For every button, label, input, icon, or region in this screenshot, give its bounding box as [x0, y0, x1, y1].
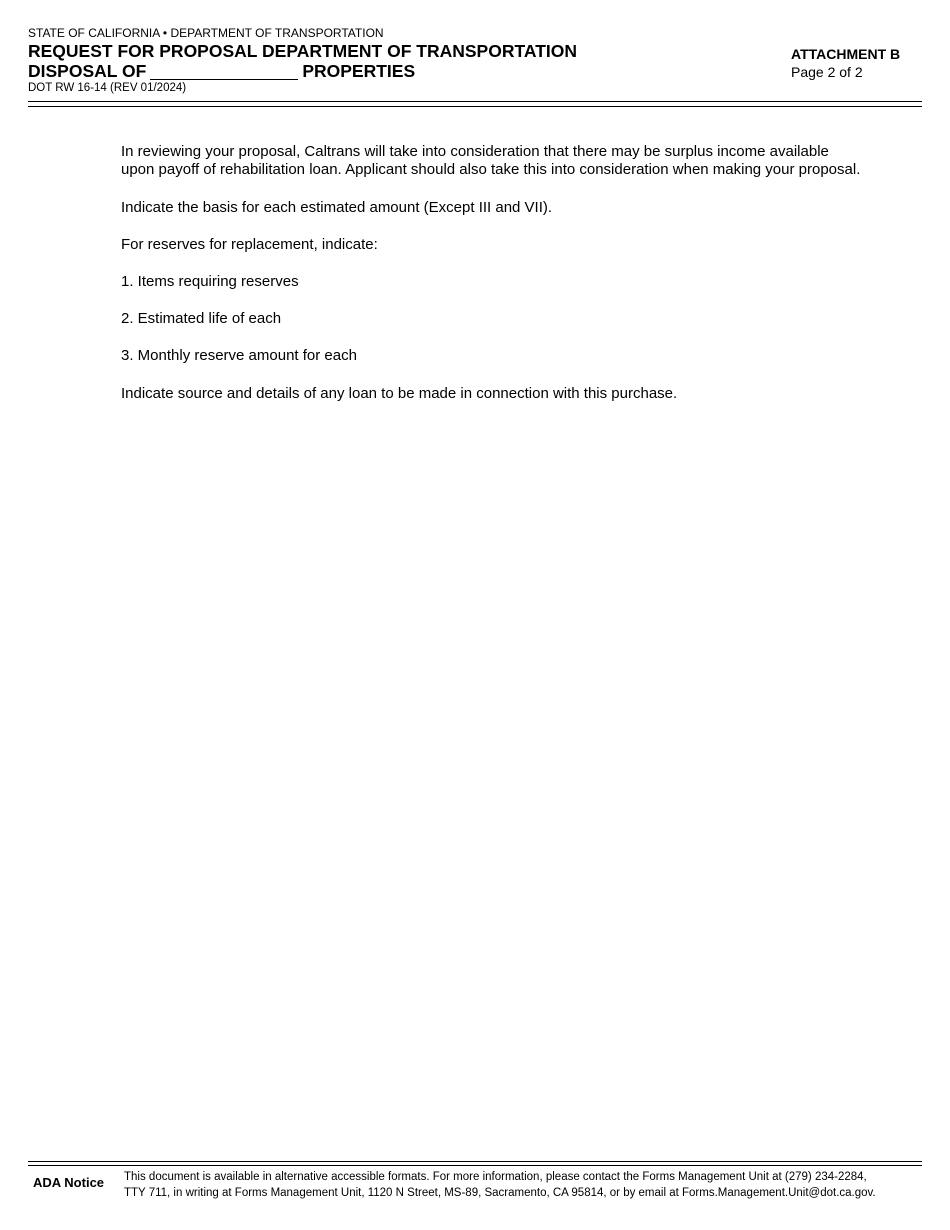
title-prefix: DISPOSAL OF	[28, 61, 147, 81]
list-item: 3. Monthly reserve amount for each	[121, 347, 357, 364]
ada-notice-text	[124, 1170, 876, 1201]
loan-instruction: Indicate source and details of any loan to be made in connection with this purchase.	[121, 385, 678, 402]
footer-divider-bottom	[28, 1165, 922, 1166]
agency-name: STATE OF CALIFORNIA • DEPARTMENT OF TRANSPORTATION	[28, 26, 384, 40]
form-title-line-2	[28, 61, 415, 81]
ada-notice-line-2: TTY 711, in writing at Forms Management Unit, 1120 N Street, MS-89, Sacramento, CA 95814, or by email at Forms.Management.Unit@dot.ca.gov.	[124, 1186, 876, 1199]
footer-divider-top	[28, 1161, 922, 1162]
intro-line-1: In reviewing your proposal, Caltrans will take into consideration that there may be surplus income available	[121, 143, 829, 160]
reserves-intro: For reserves for replacement, indicate:	[121, 236, 378, 253]
property-type-field[interactable]	[150, 64, 298, 80]
header-divider-bottom	[28, 106, 922, 107]
intro-line-2: upon payoff of rehabilitation loan. Applicant should also take this into consideration when making your proposal.	[121, 161, 861, 178]
attachment-label: ATTACHMENT B	[791, 46, 901, 62]
form-number: DOT RW 16-14 (REV 01/2024)	[28, 82, 187, 94]
list-item: 1. Items requiring reserves	[121, 273, 299, 290]
ada-notice-label: ADA Notice	[33, 1175, 105, 1190]
page-number: Page 2 of 2	[791, 64, 863, 80]
list-item: 2. Estimated life of each	[121, 310, 282, 327]
ada-notice-line-1: This document is available in alternative accessible formats. For more information, please contact the Forms Management Unit at (279) 234-2284,	[124, 1171, 867, 1183]
form-title-line-1: REQUEST FOR PROPOSAL DEPARTMENT OF TRANSPORTATION	[28, 41, 577, 61]
header-divider-top	[28, 101, 922, 102]
basis-instruction: Indicate the basis for each estimated amount (Except III and VII).	[121, 199, 553, 216]
title-suffix: PROPERTIES	[302, 61, 416, 81]
